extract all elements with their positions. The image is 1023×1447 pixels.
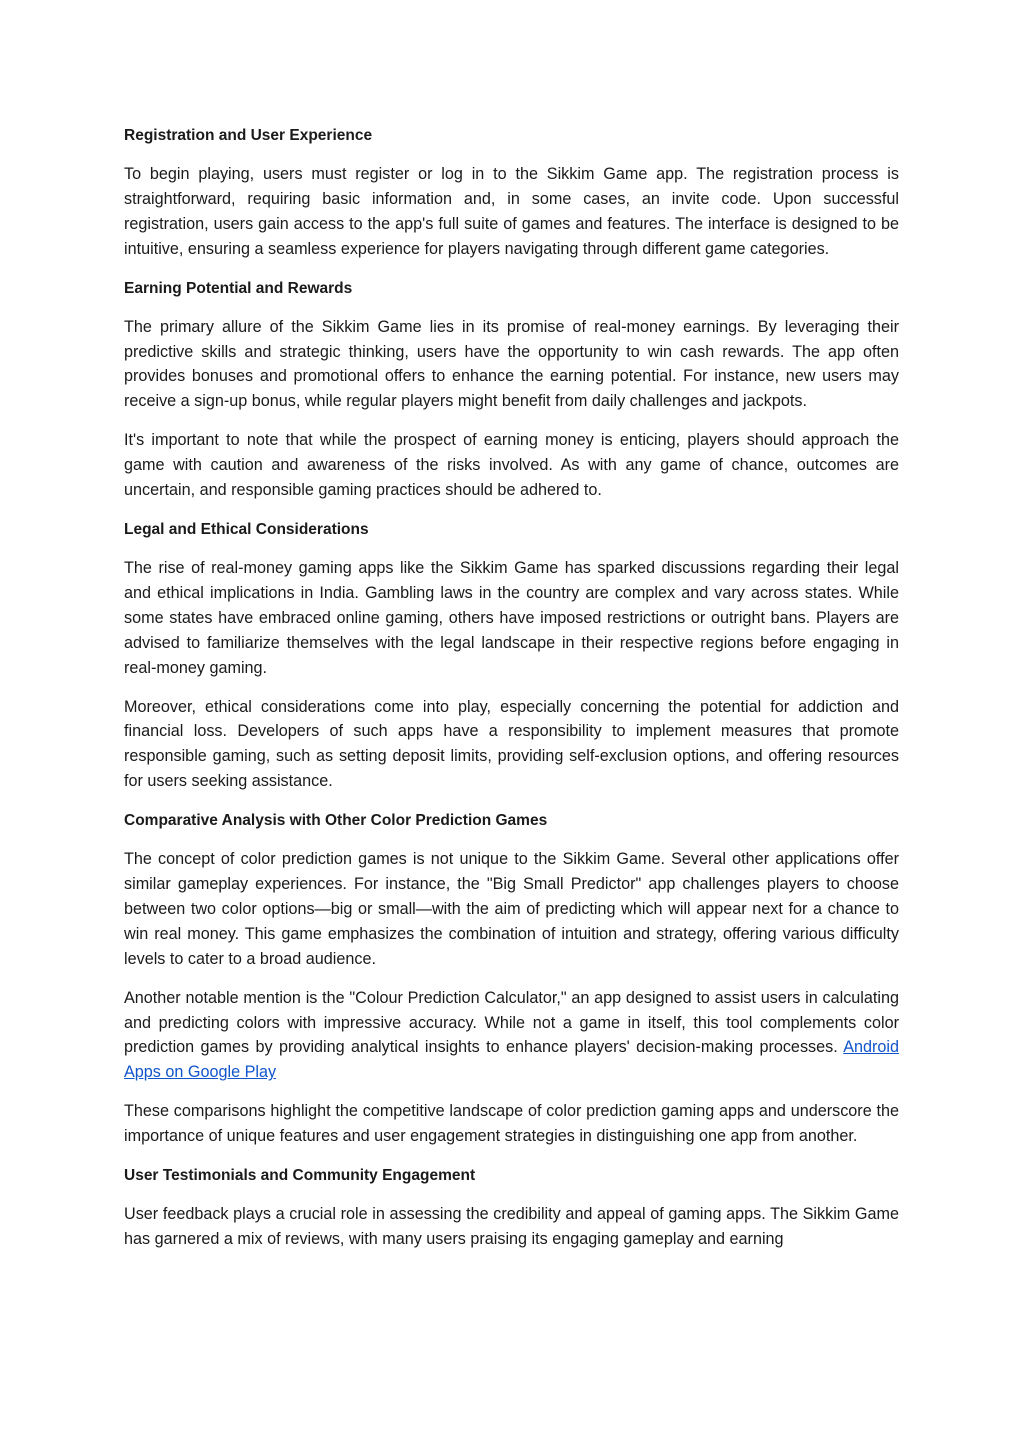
- document-page: [124, 123, 899, 1266]
- paragraph: The primary allure of the Sikkim Game lies in its promise of real-money earnings. By leveraging their predictive skills and strategic thinking, users have the opportunity to win cash rewards. The app often provides bonuses and promotional offers to enhance the earning potential. For instance, new users may receive a sign-up bonus, while regular players might benefit from daily challenges and jackpots.: [124, 317, 899, 411]
- section-heading-registration: Registration and User Experience: [124, 127, 373, 144]
- section-heading-testimonials: User Testimonials and Community Engagement: [124, 1167, 476, 1185]
- section-heading-comparative: Comparative Analysis with Other Color Prediction Games: [124, 812, 548, 830]
- paragraph: These comparisons highlight the competitive landscape of color prediction gaming apps and underscore the importance of unique features and user engagement strategies in distinguishing one app from another.: [124, 1102, 899, 1146]
- paragraph: The concept of color prediction games is not unique to the Sikkim Game. Several other applications offer similar gameplay experiences. For instance, the "Big Small Predictor" app challenges players to choose between two color options—big or small—with the aim of predicting which will appear next for a chance to win real money. This game emphasizes the combination of intuition and strategy, offering various difficulty levels to cater to a broad audience.: [124, 850, 899, 968]
- paragraph: Moreover, ethical considerations come into play, especially concerning the potential for addiction and financial loss. Developers of such apps have a responsibility to implement measures that promote responsible gaming, such as setting deposit limits, providing self-exclusion options, and offering resources for users seeking assistance.: [124, 697, 899, 791]
- paragraph: User feedback plays a crucial role in assessing the credibility and appeal of gaming apps. The Sikkim Game has garnered a mix of reviews, with many users praising its engaging gameplay and earning: [124, 1205, 899, 1248]
- section-heading-legal: Legal and Ethical Considerations: [124, 520, 369, 538]
- google-play-link[interactable]: Android Apps on Google Play: [124, 1038, 900, 1082]
- section-heading-earning: Earning Potential and Rewards: [124, 279, 353, 297]
- paragraph-with-link: [124, 986, 899, 1086]
- paragraph: The rise of real-money gaming apps like the Sikkim Game has sparked discussions regarding their legal and ethical implications in India. Gambling laws in the country are complex and vary across states. While some states have embraced online gaming, others have imposed restrictions or outright bans. Players are advised to familiarize themselves with the legal landscape in their respective regions before engaging in real-money gaming.: [124, 558, 899, 677]
- paragraph: It's important to note that while the prospect of earning money is enticing, players should approach the game with caution and awareness of the risks involved. As with any game of chance, outcomes are uncertain, and responsible gaming practices should be adhered to.: [124, 431, 899, 500]
- paragraph-text: Another notable mention is the "Colour Prediction Calculator," an app designed to assist users in calculating and predicting colors with impressive accuracy. While not a game in itself, this tool complements color prediction games by providing analytical insights to enhance players' decision-making processes.: [124, 988, 899, 1057]
- paragraph: To begin playing, users must register or log in to the Sikkim Game app. The registration process is straightforward, requiring basic information and, in some cases, an invite code. Upon successful registration, users gain access to the app's full suite of games and features. The interface is designed to be intuitive, ensuring a seamless experience for players navigating through different game categories.: [124, 165, 899, 258]
